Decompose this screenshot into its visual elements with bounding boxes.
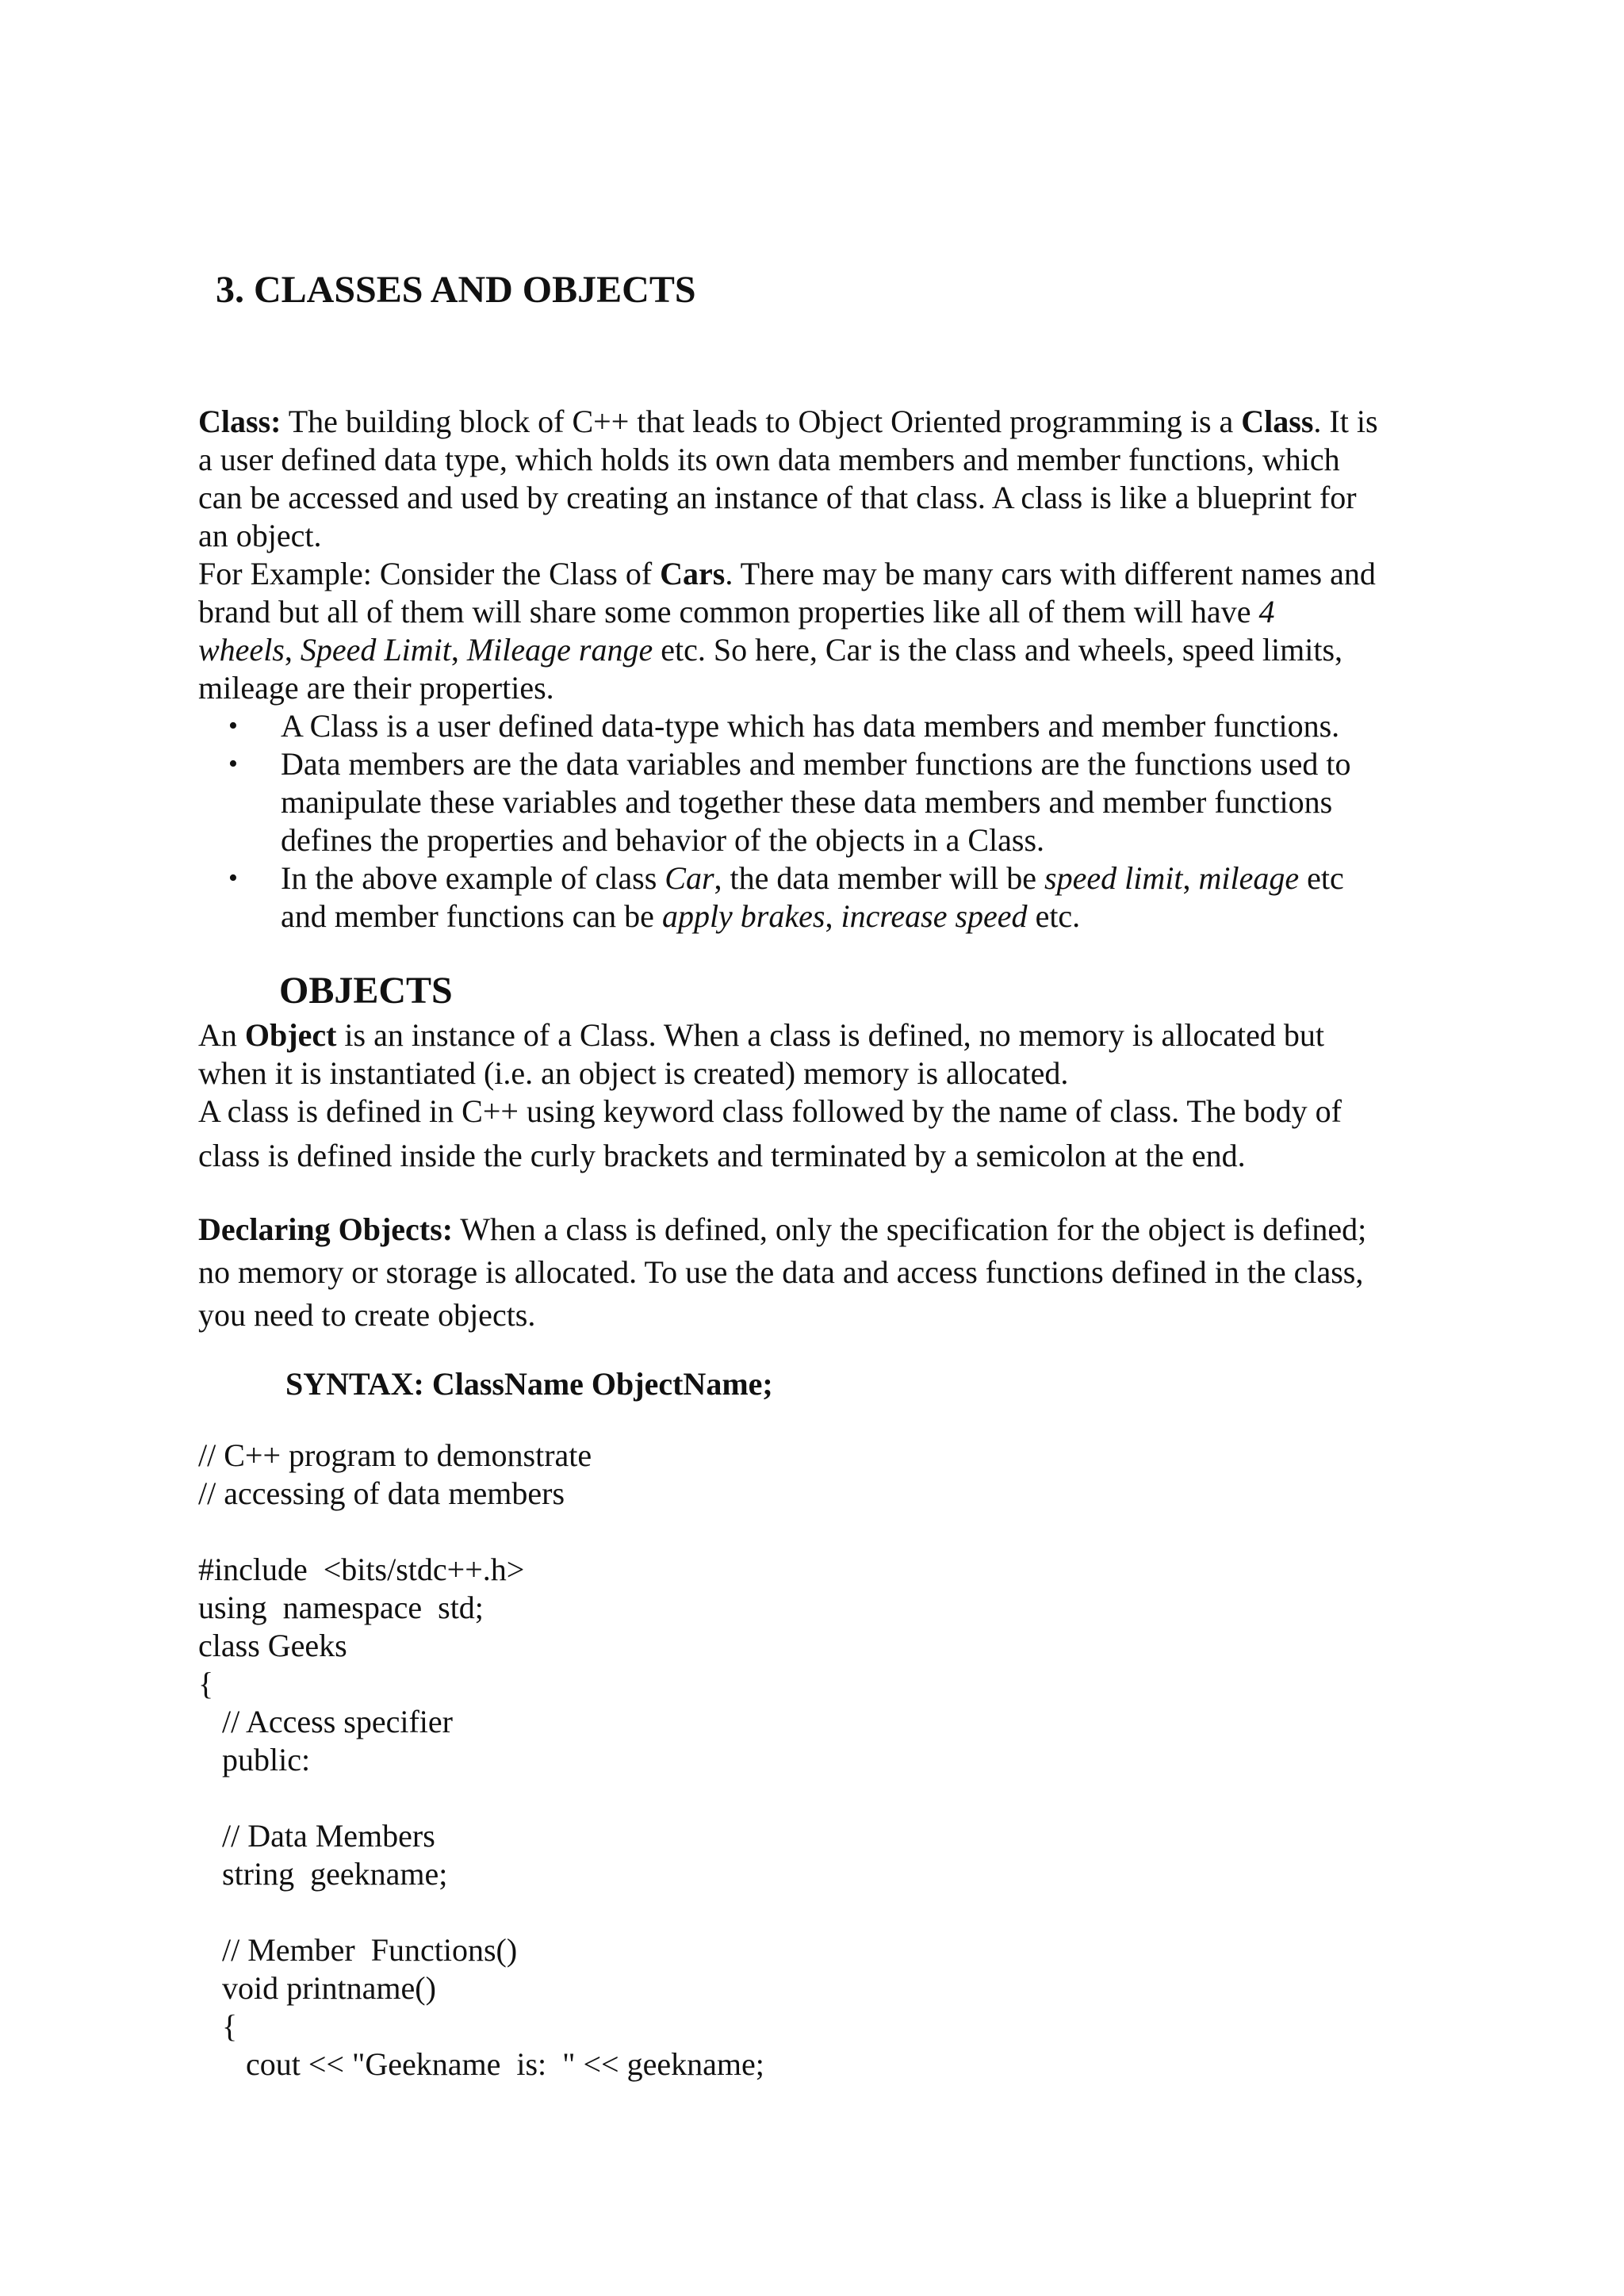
cars-bold-term: Cars (660, 556, 726, 591)
declaring-line-3: you need to create objects. (198, 1297, 536, 1333)
object-bold-term: Object (244, 1017, 337, 1053)
example-line-1 (198, 555, 1435, 593)
class-bold-term: Class (1241, 404, 1314, 439)
bullet-text: Data members are the data variables and member functions are the functions used to (281, 746, 1351, 782)
bullet-item (198, 745, 1467, 859)
mileage-italic: mileage (1198, 860, 1300, 896)
mileage-range-italic: Mileage range (466, 632, 653, 668)
text: etc (1299, 860, 1344, 896)
class-para-line-4: an object. (198, 518, 322, 553)
objects-line-2: when it is instantiated (i.e. an object is created) memory is allocated. (198, 1055, 1069, 1091)
example-line-4: mileage are their properties. (198, 670, 554, 706)
four-italic: 4 (1258, 594, 1275, 629)
chapter-heading: 3. CLASSES AND OBJECTS (216, 269, 696, 311)
text: An (198, 1017, 245, 1053)
bullet-text (281, 859, 1467, 897)
class-para-text-end: . It is (1313, 404, 1378, 439)
bullet-text (281, 897, 1467, 936)
text: and member functions can be (281, 898, 662, 934)
objects-heading: OBJECTS (279, 970, 453, 1012)
declaring-objects-paragraph (198, 1208, 1435, 1337)
class-bullet-list (198, 707, 1467, 936)
declaring-line-2: no memory or storage is allocated. To use the data and access functions defined in the class, (198, 1254, 1364, 1290)
class-para-text: The building block of C++ that leads to Object Oriented programming is a (288, 404, 1242, 439)
bullet-text: manipulate these variables and together these data members and member functions (281, 784, 1333, 820)
syntax-line: SYNTAX: ClassName ObjectName; (285, 1366, 773, 1402)
class-para-line-2: a user defined data type, which holds its own data members and member functions, which (198, 442, 1340, 477)
example-text: For Example: Consider the Class of (198, 556, 661, 591)
text: is an instance of a Class. When a class is defined, no memory is allocated but (336, 1017, 1325, 1053)
code-listing: #include <bits/stdc++.h> using namespace std; class Geeks { // Access specifier public: // Data Members string geekname; // Member Functions() void printname() { cout << "Geekname is: " << geekname; (198, 1552, 764, 2082)
objects-line-3: A class is defined in C++ using keyword class followed by the name of class. The body of (198, 1093, 1342, 1129)
objects-paragraph (198, 1016, 1435, 1175)
text: , (825, 898, 841, 934)
example-line-3 (198, 631, 1435, 669)
bullet-dot-icon: • (228, 863, 238, 893)
declaring-objects-label: Declaring Objects: (198, 1211, 454, 1247)
class-para-line-3: can be accessed and used by creating an instance of that class. A class is like a blueprint for (198, 480, 1357, 515)
bullet-dot-icon: • (228, 711, 238, 740)
text: When a class is defined, only the specification for the object is defined; (453, 1211, 1367, 1247)
class-para-line-1 (198, 403, 1435, 441)
example-line-2-text: brand but all of them will share some common properties like all of them will have (198, 594, 1259, 629)
text: In the above example of class (281, 860, 665, 896)
text: etc. (1027, 898, 1081, 934)
example-line-2 (198, 593, 1435, 631)
speed-limit-italic: speed limit (1044, 860, 1183, 896)
bullet-text: defines the properties and behavior of the objects in a Class. (281, 822, 1045, 858)
speed-limit-italic: Speed Limit (300, 632, 451, 668)
declaring-line-1 (198, 1208, 1435, 1251)
bullet-item (198, 707, 1467, 745)
bullet-dot-icon: • (228, 749, 238, 779)
car-italic: Car (665, 860, 714, 896)
text: , the data member will be (714, 860, 1045, 896)
apply-brakes-italic: apply brakes (661, 898, 825, 934)
class-paragraph (198, 403, 1435, 555)
example-paragraph (198, 555, 1435, 707)
objects-line-4: class is defined inside the curly brackets and terminated by a semicolon at the end. (198, 1138, 1246, 1173)
text: , (1182, 860, 1199, 896)
bullet-item (198, 859, 1467, 936)
code-comment-block: // C++ program to demonstrate // accessing of data members (198, 1437, 592, 1511)
increase-speed-italic: increase speed (841, 898, 1028, 934)
wheels-italic: wheels (198, 632, 285, 668)
example-text-end: . There may be many cars with different names and (725, 556, 1376, 591)
bullet-text: A Class is a user defined data-type which has data members and member functions. (281, 708, 1340, 744)
objects-line-1 (198, 1016, 1435, 1054)
separator: , (450, 632, 467, 668)
class-label: Class: (198, 404, 282, 439)
example-line-3-rest: etc. So here, Car is the class and wheels, speed limits, (653, 632, 1343, 668)
separator: , (284, 632, 301, 668)
